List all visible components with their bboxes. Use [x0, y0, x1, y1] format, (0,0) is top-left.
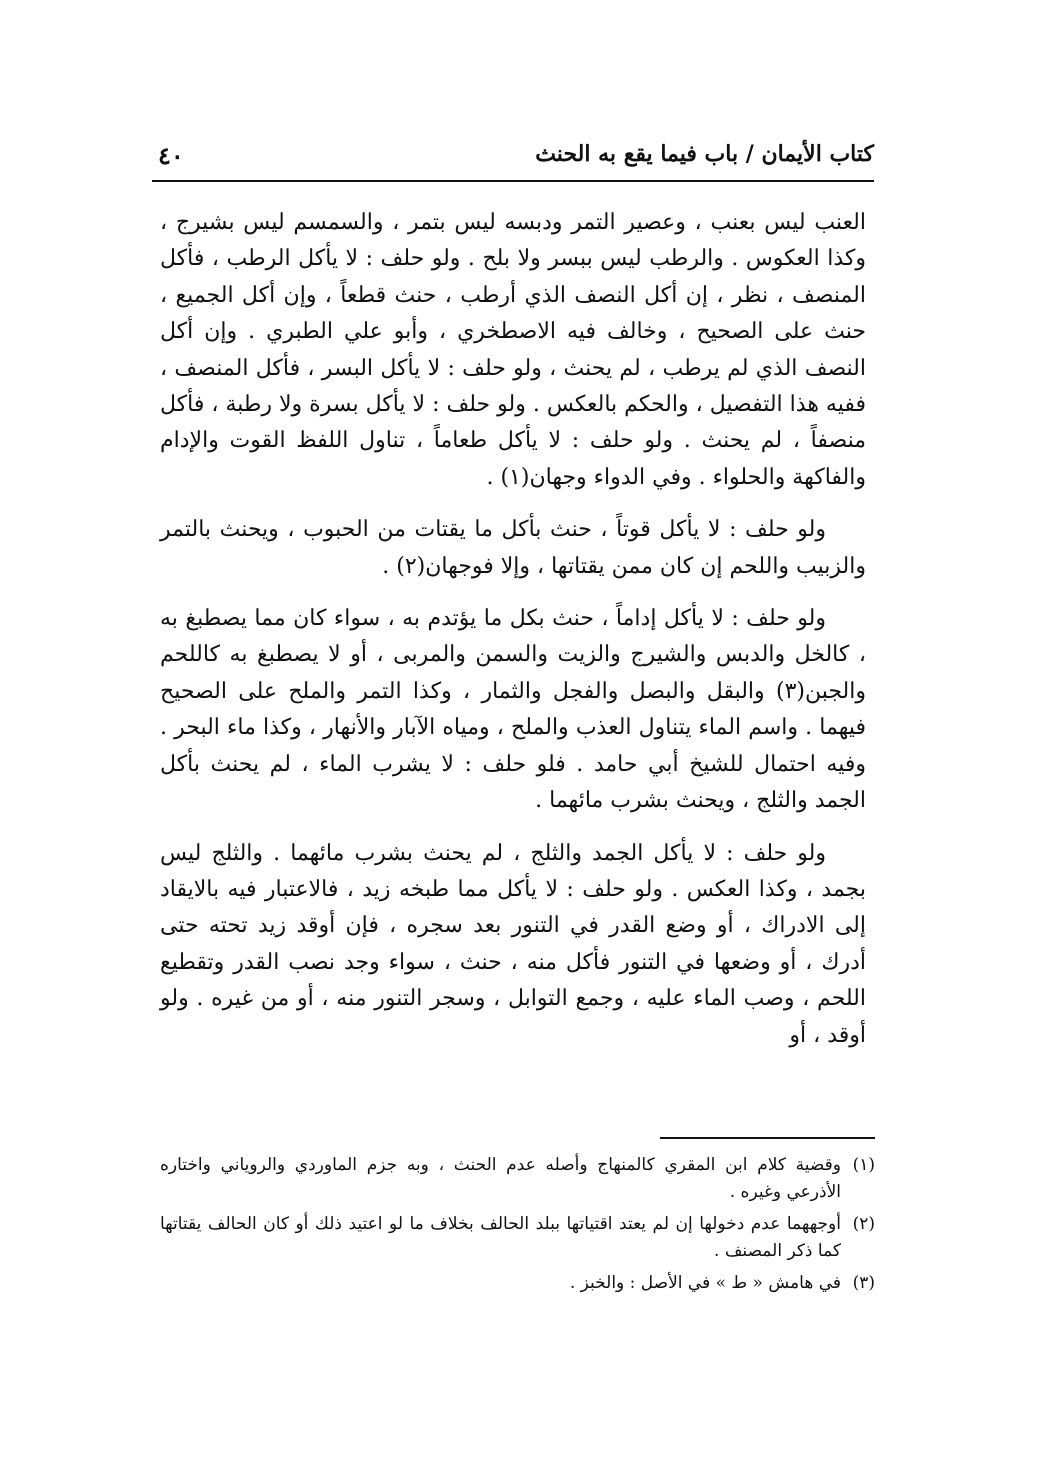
paragraph-2: ولو حلف : لا يأكل قوتاً ، حنث بأكل ما يقتات من الحبوب ، ويحنث بالتمر والزبيب واللحم إن كان ممن يقتاتها ، وإلا فوجهان(٢) .: [160, 517, 866, 579]
page-number: ٤٠: [158, 141, 184, 170]
footnote-number: (١): [852, 1155, 875, 1175]
paragraph-4: ولو حلف : لا يأكل الجمد والثلج ، لم يحنث بشرب مائهما . والثلج ليس بجمد ، وكذا العكس . ولو حلف : لا يأكل مما طبخه زيد ، فالاعتبار فيه بالايقاد إلى الادراك ، أو وضع القدر في التنور بعد سجره ، فإن أوقد زيد تحته حتى أدرك ، أو وضعها في التنور فأكل منه ، حنث ، سواء وجد نصب القدر وتقطيع اللحم ، وصب الماء عليه ، وجمع التوابل ، وسجر التنور منه ، أو من غيره . ولو أوقد ، أو: [160, 840, 866, 1048]
footnote-1: [160, 1152, 875, 1206]
paragraph-1: العنب ليس بعنب ، وعصير التمر ودبسه ليس بتمر ، والسمسم ليس بشيرج ، وكذا العكوس . والرطب ليس ببسر ولا بلح . ولو حلف : لا يأكل الرطب ، فأكل المنصف ، نظر ، إن أكل النصف الذي أرطب ، حنث قطعاً ، وإن أكل الجميع ، حنث على الصحيح ، وخالف فيه الاصطخري ، وأبو علي الطبري . وإن أكل النصف الذي لم يرطب ، لم يحنث ، ولو حلف : لا يأكل البسر ، فأكل المنصف ، ففيه هذا التفصيل ، والحكم بالعكس . ولو حلف : لا يأكل بسرة ولا رطبة ، فأكل منصفاً ، لم يحنث . ولو حلف : لا يأكل طعاماً ، تناول اللفظ القوت والإدام والفاكهة والحلواء . وفي الدواء وجهان(١) .: [160, 210, 866, 490]
footnote-divider: [660, 1137, 875, 1139]
header-divider: [152, 180, 874, 182]
footnotes: [160, 1152, 875, 1302]
footnote-text: أوجههما عدم دخولها إن لم يعتد اقتياتها ببلد الحالف بخلاف ما لو اعتيد ذلك أو كان الحالف يقتاتها كما ذكر المصنف .: [160, 1214, 841, 1261]
main-text: [160, 205, 866, 1070]
page-header: [152, 136, 874, 176]
footnote-2: [160, 1211, 875, 1265]
footnote-text: وقضية كلام ابن المقري كالمنهاج وأصله عدم الحنث ، وبه جزم الماوردي والروياني واختاره الأذرعي وغيره .: [160, 1155, 841, 1202]
running-title: كتاب الأيمان / باب فيما يقع به الحنث: [535, 141, 874, 167]
footnote-text: في هامش « ط » في الأصل : والخبز .: [569, 1273, 841, 1293]
footnote-number: (٢): [852, 1214, 875, 1234]
paragraph-3: ولو حلف : لا يأكل إداماً ، حنث بكل ما يؤتدم به ، سواء كان مما يصطبغ به ، كالخل والدبس والشيرج والزيت والسمن والمربى ، أو لا يصطبغ به كاللحم والجبن(٣) والبقل والبصل والفجل والثمار ، وكذا التمر والملح على الصحيح فيهما . واسم الماء يتناول العذب والملح ، ومياه الآبار والأنهار ، وكذا ماء البحر . وفيه احتمال للشيخ أبي حامد . فلو حلف : لا يشرب الماء ، لم يحنث بأكل الجمد والثلج ، ويحنث بشرب مائهما .: [160, 606, 866, 814]
footnote-number: (٣): [852, 1273, 875, 1293]
footnote-3: [160, 1270, 875, 1297]
